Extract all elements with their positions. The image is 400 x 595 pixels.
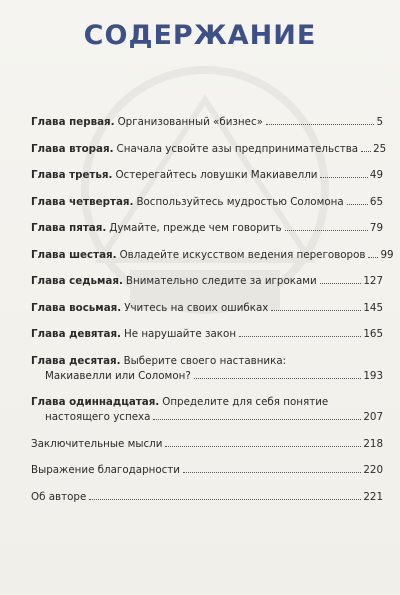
toc-entry[interactable]: [31, 195, 383, 210]
chapter-label: Глава девятая.: [31, 328, 121, 340]
dot-leader: [320, 283, 362, 284]
toc-entry[interactable]: [31, 248, 394, 263]
toc-entry[interactable]: [31, 301, 383, 316]
toc-entry[interactable]: [31, 115, 383, 130]
chapter-title: Учитесь на своих ошибках: [124, 301, 269, 314]
chapter-label: Глава пятая.: [31, 222, 107, 234]
chapter-label: Глава десятая.: [31, 354, 121, 367]
toc-entry[interactable]: [31, 437, 383, 452]
page-number: 79: [369, 222, 383, 234]
toc-entry[interactable]: [31, 327, 383, 342]
page-number: 218: [363, 437, 383, 450]
dot-leader: [194, 378, 362, 379]
dot-leader: [239, 336, 361, 337]
toc-entry[interactable]: [31, 395, 383, 425]
page-number: 25: [373, 142, 387, 155]
chapter-title: Воспользуйтесь мудростью Соломона: [136, 195, 344, 208]
dot-leader: [285, 230, 368, 231]
chapter-title: Остерегайтесь ловушки Макиавелли: [115, 169, 318, 181]
page-number: 193: [363, 369, 383, 382]
page-number: 99: [380, 248, 394, 261]
chapter-title: Организованный «бизнес»: [117, 116, 263, 128]
chapter-title: Думайте, прежде чем говорить: [109, 222, 282, 234]
chapter-title: Определите для себя понятие: [162, 396, 329, 408]
chapter-label: Глава восьмая.: [31, 301, 122, 314]
chapter-title: Выберите своего наставника:: [123, 354, 287, 367]
page-number: 49: [369, 169, 383, 181]
toc-entry[interactable]: [31, 490, 383, 505]
toc-entry[interactable]: [31, 463, 383, 478]
chapter-title-continued: Макиавелли или Соломон?: [45, 369, 191, 382]
page-number: 165: [363, 328, 383, 340]
chapter-label: Глава третья.: [31, 169, 113, 181]
section-title: Выражение благодарности: [31, 464, 180, 476]
chapter-title: Сначала усвойте азы предпринимательства: [116, 142, 359, 155]
toc-entry[interactable]: [31, 168, 383, 183]
dot-leader: [183, 472, 361, 473]
toc-entry[interactable]: [31, 274, 383, 289]
section-title: Об авторе: [31, 490, 87, 503]
dot-leader: [320, 177, 367, 178]
section-title: Заключительные мысли: [31, 437, 163, 450]
chapter-title: Внимательно следите за игроками: [125, 275, 317, 287]
chapter-label: Глава первая.: [31, 116, 115, 128]
page-title: СОДЕРЖАНИЕ: [83, 20, 317, 51]
dot-leader: [165, 446, 361, 447]
page-number: 207: [363, 411, 383, 423]
page-number: 5: [376, 116, 383, 128]
dot-leader: [271, 310, 361, 311]
chapter-label: Глава вторая.: [31, 142, 114, 155]
dot-leader: [89, 499, 361, 500]
dot-leader: [153, 419, 361, 420]
page-number: 221: [363, 490, 383, 503]
toc-entry[interactable]: [31, 142, 387, 157]
chapter-label: Глава седьмая.: [31, 275, 123, 287]
table-of-contents: [31, 115, 394, 516]
page-number: 65: [369, 195, 383, 208]
dot-leader: [347, 204, 368, 205]
chapter-title-continued: настоящего успеха: [45, 411, 151, 423]
toc-entry[interactable]: [31, 354, 383, 384]
page-number: 220: [363, 464, 383, 476]
chapter-title: Овладейте искусством ведения переговоров: [119, 248, 366, 261]
chapter-label: Глава одиннадцатая.: [31, 396, 160, 408]
chapter-title: Не нарушайте закон: [123, 328, 237, 340]
page-number: 145: [363, 301, 383, 314]
dot-leader: [368, 257, 378, 258]
dot-leader: [361, 151, 371, 152]
dot-leader: [266, 124, 375, 125]
chapter-label: Глава шестая.: [31, 248, 117, 261]
toc-entry[interactable]: [31, 221, 383, 236]
chapter-label: Глава четвертая.: [31, 195, 134, 208]
page-number: 127: [363, 275, 383, 287]
